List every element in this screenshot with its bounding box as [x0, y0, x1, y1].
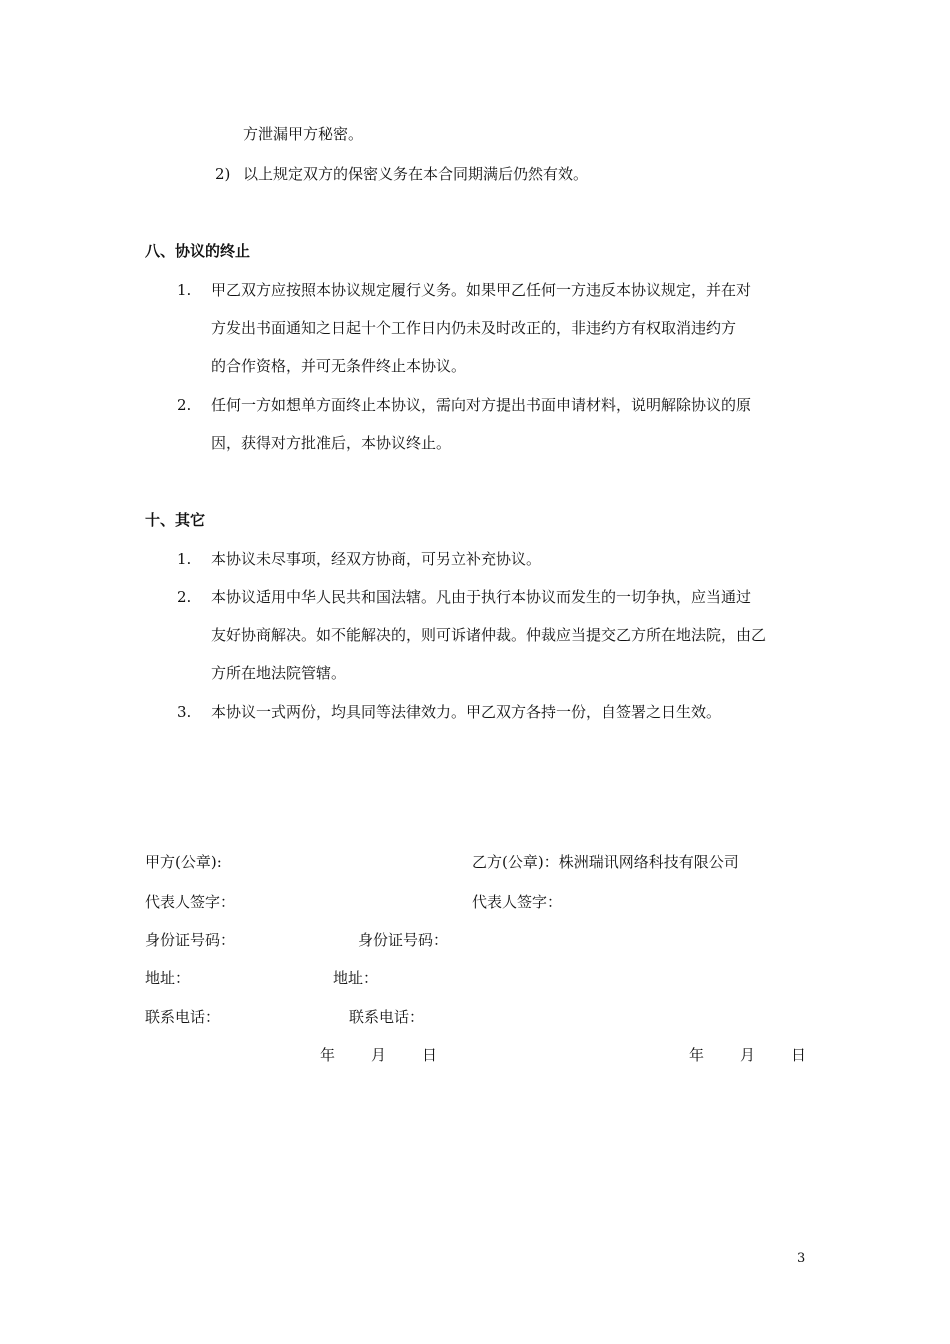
party-b-date-month: 月: [740, 1046, 756, 1064]
party-a-address-label: 地址：: [145, 969, 191, 987]
list-item-line: 本协议未尽事项，经双方协商，可另立补充协议。: [211, 550, 542, 568]
party-b-seal-label: 乙方(公章)：株洲瑞讯网络科技有限公司: [472, 853, 739, 871]
list-item-line: 的合作资格，并可无条件终止本协议。: [211, 357, 467, 375]
list-item-text: 以上规定双方的保密义务在本合同期满后仍然有效。: [243, 165, 589, 183]
list-item-line: 友好协商解决。如不能解决的，则可诉诸仲裁。仲裁应当提交乙方所在地法院，由乙: [211, 626, 767, 644]
list-item-line: 方所在地法院管辖。: [211, 664, 347, 682]
item-number: 2): [215, 165, 231, 183]
party-b-date-day: 日: [791, 1046, 807, 1064]
party-a-seal-label: 甲方(公章):: [145, 853, 222, 871]
item-number: 2.: [177, 396, 192, 414]
list-item-line: 任何一方如想单方面终止本协议，需向对方提出书面申请材料，说明解除协议的原: [211, 396, 752, 414]
party-b-phone-label: 联系电话：: [349, 1008, 425, 1026]
page-number: 3: [797, 1251, 806, 1266]
list-item-line: 因，获得对方批准后，本协议终止。: [211, 434, 452, 452]
list-item-line: 甲乙双方应按照本协议规定履行义务。如果甲乙任何一方违反本协议规定，并在对: [211, 281, 752, 299]
item-number: 3.: [177, 703, 192, 721]
party-b-date-year: 年: [689, 1046, 705, 1064]
section-heading: 八、协议的终止: [145, 242, 251, 260]
list-item-line: 本协议适用中华人民共和国法辖。凡由于执行本协议而发生的一切争执，应当通过: [211, 588, 752, 606]
party-a-date-day: 日: [422, 1046, 438, 1064]
party-a-id-label: 身份证号码：: [145, 931, 236, 949]
item-number: 2.: [177, 588, 192, 606]
party-b-rep-sign-label: 代表人签字：: [472, 893, 563, 911]
party-a-date-year: 年: [320, 1046, 336, 1064]
party-a-rep-sign-label: 代表人签字：: [145, 893, 236, 911]
party-b-id-label: 身份证号码：: [358, 931, 449, 949]
party-a-phone-label: 联系电话：: [145, 1008, 221, 1026]
list-item-line: 本协议一式两份，均具同等法律效力。甲乙双方各持一份，自签署之日生效。: [211, 703, 722, 721]
list-item-line: 方发出书面通知之日起十个工作日内仍未及时改正的，非违约方有权取消违约方: [211, 319, 737, 337]
continued-line: 方泄漏甲方秘密。: [243, 125, 364, 143]
item-number: 1.: [177, 281, 192, 299]
party-b-address-label: 地址：: [333, 969, 379, 987]
party-a-date-month: 月: [371, 1046, 387, 1064]
section-heading: 十、其它: [145, 511, 206, 529]
item-number: 1.: [177, 550, 192, 568]
